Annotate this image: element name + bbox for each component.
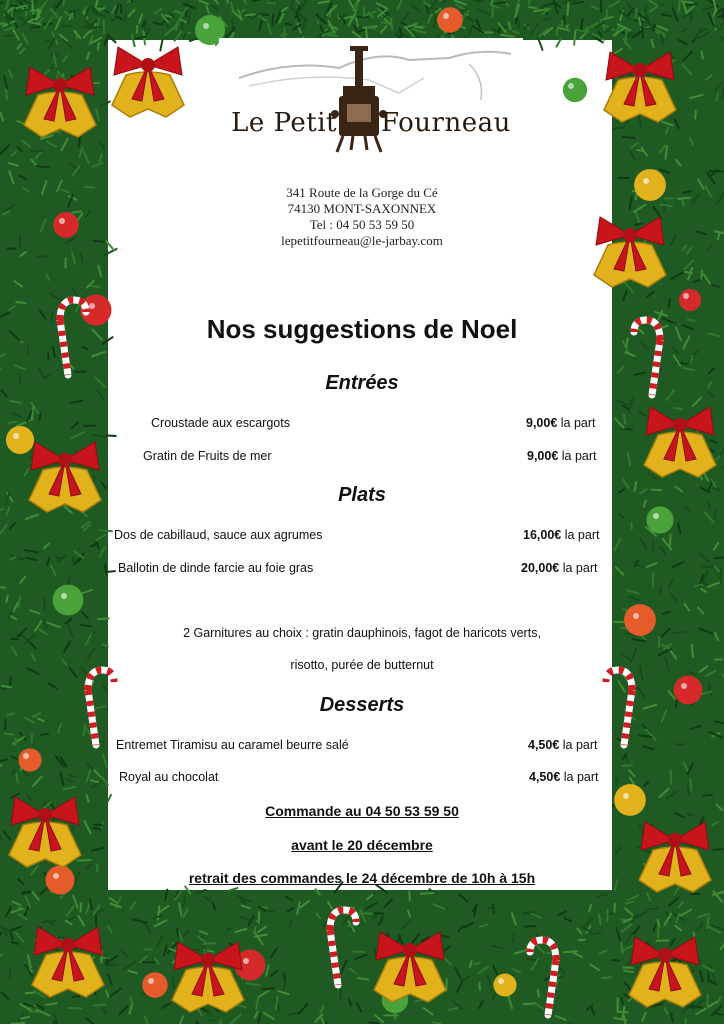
- pine-needle: [564, 951, 578, 952]
- pine-needle: [690, 779, 691, 790]
- pine-needle: [691, 356, 692, 362]
- ornament-ball-icon: [634, 169, 666, 201]
- pine-needle: [4, 35, 14, 36]
- page-title: Nos suggestions de Noel: [206, 314, 518, 344]
- bow-knot: [53, 78, 67, 92]
- pine-needle: [23, 892, 31, 893]
- pine-needle: [7, 248, 15, 249]
- pine-needle: [41, 734, 48, 735]
- menu-item-price: 16,00€ la part: [523, 528, 600, 542]
- ornament-highlight: [681, 683, 687, 689]
- pine-needle: [715, 510, 716, 518]
- pine-needle: [701, 566, 713, 567]
- menu-item-price: 20,00€ la part: [521, 561, 598, 575]
- pine-needle: [556, 40, 560, 47]
- ornament-ball-icon: [646, 506, 673, 533]
- pine-needle: [173, 977, 174, 987]
- pine-needle: [368, 27, 375, 28]
- pine-needle: [579, 940, 585, 941]
- pine-needle: [684, 4, 697, 5]
- bell-icon: [112, 72, 184, 117]
- pine-needle: [15, 739, 16, 745]
- pine-needle: [62, 25, 71, 26]
- pine-needle: [568, 2, 569, 14]
- pine-needle: [202, 936, 203, 948]
- pine-needle: [69, 1008, 81, 1009]
- pine-needle: [208, 950, 214, 951]
- pine-needle: [375, 947, 376, 957]
- pine-needle: [496, 2, 505, 3]
- pine-needle: [35, 0, 36, 4]
- pine-needle: [720, 569, 721, 582]
- pine-needle: [0, 765, 2, 766]
- ornament-highlight: [498, 978, 504, 984]
- pine-needle: [262, 14, 269, 15]
- pine-needle: [557, 29, 558, 35]
- pine-needle: [54, 3, 55, 11]
- ornament-ball-icon: [18, 748, 41, 771]
- pine-needle: [671, 1014, 672, 1022]
- pine-needle: [612, 960, 620, 961]
- pine-needle: [108, 795, 111, 801]
- pine-needle: [98, 43, 99, 50]
- bow-knot: [633, 63, 647, 77]
- section-heading-desserts: Desserts: [319, 694, 405, 716]
- pine-needle: [518, 17, 519, 29]
- pine-needle: [369, 1022, 379, 1023]
- logo-text: [219, 108, 523, 138]
- pine-needle: [125, 13, 126, 21]
- ornament-highlight: [23, 753, 29, 759]
- pine-needle: [290, 920, 291, 928]
- pine-needle: [658, 920, 659, 927]
- ornament-highlight: [643, 178, 649, 184]
- pine-needle: [529, 7, 537, 8]
- ornament-highlight: [148, 978, 154, 984]
- pine-needle: [262, 988, 274, 989]
- pine-needle: [678, 198, 690, 199]
- pine-needle: [100, 530, 112, 531]
- bow-knot: [141, 58, 155, 72]
- ornament-ball-icon: [679, 289, 701, 311]
- pine-needle: [621, 429, 632, 430]
- pine-needle: [58, 937, 65, 938]
- order-pickup-line: retrait des commandes le 24 décembre de 10h à 15h: [188, 870, 536, 886]
- pine-needle: [17, 774, 18, 783]
- pine-needle: [280, 34, 287, 35]
- ornament-highlight: [61, 593, 67, 599]
- pine-needle: [622, 998, 623, 1004]
- pine-needle: [245, 15, 254, 16]
- pine-needle: [64, 0, 65, 5]
- pine-needle: [98, 619, 109, 620]
- pine-needle: [673, 408, 682, 409]
- pine-needle: [0, 23, 5, 24]
- pine-needle: [670, 534, 671, 545]
- pine-needle: [623, 137, 635, 138]
- pine-needle: [78, 860, 91, 861]
- pine-needle: [80, 903, 81, 912]
- pine-needle: [0, 587, 5, 588]
- pine-needle: [16, 302, 25, 303]
- pine-needle: [94, 1005, 106, 1006]
- pine-needle: [679, 1, 680, 12]
- pine-needle: [72, 212, 81, 213]
- bow-knot: [623, 228, 637, 242]
- pine-needle: [685, 1019, 686, 1024]
- address-street: 341 Route de la Gorge du Cé: [286, 185, 438, 200]
- pine-needle: [479, 983, 480, 990]
- pine-needle: [645, 6, 646, 14]
- bow-knot: [58, 453, 72, 467]
- pine-needle: [366, 28, 367, 37]
- ornament-highlight: [683, 293, 689, 299]
- ornament-ball-icon: [493, 973, 516, 996]
- pine-needle: [538, 990, 539, 997]
- pine-needle: [474, 0, 481, 1]
- pine-needle: [433, 1022, 440, 1023]
- pine-needle: [702, 52, 703, 59]
- bow-knot: [61, 938, 75, 952]
- restaurant-logo: [219, 38, 523, 160]
- pine-needle: [642, 25, 643, 38]
- menu-item-price: 9,00€ la part: [526, 416, 596, 430]
- pine-needle: [660, 587, 661, 593]
- pine-needle: [722, 10, 723, 18]
- address-email: lepetitfourneau@le-jarbay.com: [281, 233, 443, 248]
- pine-needle: [613, 128, 624, 129]
- garnitures-line-2: risotto, purée de butternut: [290, 658, 434, 672]
- section-heading-plats: Plats: [338, 484, 386, 506]
- garnitures-line-1: 2 Garnitures au choix : gratin dauphinois, fagot de haricots verts,: [183, 626, 541, 640]
- pine-needle: [525, 926, 535, 927]
- pine-needle: [621, 942, 622, 953]
- pine-needle: [564, 16, 565, 25]
- ornament-ball-icon: [6, 426, 34, 454]
- ornament-highlight: [653, 513, 659, 519]
- ornament-highlight: [623, 793, 629, 799]
- pine-needle: [208, 1020, 215, 1021]
- pine-needle: [415, 27, 423, 28]
- pine-needle: [39, 413, 40, 420]
- menu-item-price: 9,00€ la part: [527, 449, 597, 463]
- pine-needle: [602, 977, 611, 978]
- ornament-highlight: [443, 13, 449, 19]
- ornament-ball-icon: [563, 78, 587, 102]
- ornament-highlight: [203, 23, 209, 29]
- section-heading-entrees: Entrées: [325, 372, 399, 394]
- menu-item-price: 4,50€ la part: [528, 738, 598, 752]
- pine-needle: [340, 990, 341, 1000]
- pine-needle: [421, 893, 434, 894]
- address-phone: Tel : 04 50 53 59 50: [309, 217, 415, 232]
- pine-needle: [27, 346, 28, 355]
- pine-needle: [36, 166, 48, 167]
- pine-needle: [94, 241, 104, 242]
- menu-item-name: Croustade aux escargots: [151, 416, 290, 430]
- pine-needle: [73, 557, 74, 565]
- ornament-ball-icon: [53, 585, 84, 616]
- pine-needle: [623, 765, 632, 766]
- menu-item-name: Dos de cabillaud, sauce aux agrumes: [114, 528, 323, 542]
- pine-needle: [95, 825, 103, 826]
- pine-needle: [671, 770, 672, 784]
- logo-mountains-stove-icon: [219, 38, 523, 160]
- pine-needle: [160, 40, 162, 51]
- bow-knot: [201, 953, 215, 967]
- pine-needle: [574, 31, 575, 45]
- pine-needle: [73, 996, 80, 997]
- pine-needle: [203, 943, 215, 944]
- pine-needle: [267, 3, 275, 4]
- menu-item-name: Gratin de Fruits de mer: [143, 449, 272, 463]
- ornament-highlight: [13, 433, 19, 439]
- pine-needle: [107, 571, 115, 572]
- pine-needle: [177, 929, 178, 936]
- order-deadline-line: avant le 20 décembre: [291, 837, 433, 853]
- pine-needle: [624, 971, 633, 972]
- pine-needle: [692, 645, 693, 657]
- bow-knot: [673, 418, 687, 432]
- bow-knot: [403, 943, 417, 957]
- pine-needle: [649, 908, 657, 909]
- pine-needle: [714, 557, 724, 558]
- menu-item-price: 4,50€ la part: [529, 770, 599, 784]
- pine-needle: [682, 1, 693, 2]
- pine-needle: [391, 19, 392, 29]
- ornament-highlight: [568, 83, 574, 89]
- pine-needle: [285, 23, 292, 24]
- pine-needle: [107, 964, 117, 965]
- pine-needle: [2, 686, 11, 687]
- pine-needle: [264, 911, 274, 912]
- logo-text-left: Le Petit: [231, 108, 337, 138]
- pine-needle: [715, 1013, 723, 1014]
- menu-item-name: Ballotin de dinde farcie au foie gras: [118, 561, 314, 575]
- pine-needle: [106, 435, 115, 436]
- pine-needle: [272, 15, 273, 24]
- ornament-ball-icon: [142, 972, 167, 997]
- pine-needle: [653, 573, 654, 586]
- ornament-highlight: [243, 958, 249, 964]
- ornament-ball-icon: [53, 212, 79, 238]
- order-phone-line: Commande au 04 50 53 59 50: [265, 803, 459, 819]
- pine-needle: [606, 10, 607, 18]
- pine-needle: [31, 151, 44, 152]
- pine-needle: [703, 795, 712, 796]
- ornament-highlight: [633, 613, 639, 619]
- menu-item-name: Royal au chocolat: [119, 770, 219, 784]
- pine-needle: [688, 787, 689, 794]
- pine-needle: [4, 734, 13, 735]
- address-city: 74130 MONT-SAXONNEX: [287, 201, 437, 216]
- ornament-highlight: [59, 218, 65, 224]
- pine-needle: [669, 299, 670, 308]
- pine-needle: [6, 89, 7, 99]
- pine-needle: [189, 11, 190, 24]
- bow-knot: [658, 948, 672, 962]
- pine-needle: [653, 542, 654, 552]
- menu-item-name: Entremet Tiramisu au caramel beurre salé: [116, 738, 349, 752]
- ornament-highlight: [89, 303, 95, 309]
- pine-needle: [41, 921, 55, 922]
- ornament-ball-icon: [437, 7, 462, 32]
- pine-needle: [375, 913, 384, 914]
- pine-needle: [85, 187, 94, 188]
- pine-needle: [701, 271, 702, 279]
- pine-needle: [91, 286, 100, 287]
- logo-text-right: Fourneau: [381, 108, 511, 138]
- pine-needle: [523, 1003, 535, 1004]
